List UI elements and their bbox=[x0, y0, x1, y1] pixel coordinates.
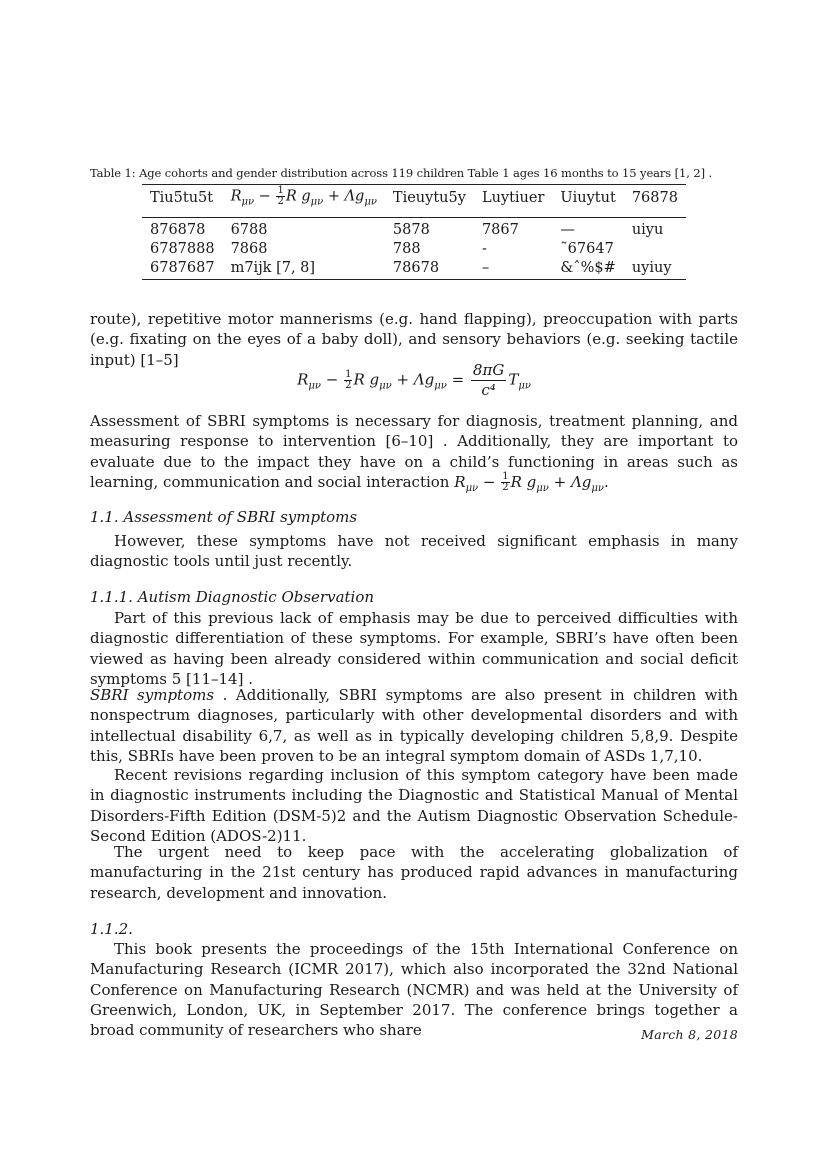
eq-rhs-num: 8πG bbox=[472, 361, 505, 379]
table-row bbox=[142, 240, 686, 259]
table-cell: 876878 bbox=[150, 222, 206, 239]
table-cell: ˜67647 bbox=[560, 241, 614, 258]
table-caption: Table 1: Age cohorts and gender distribution across 119 children Table 1 ages 16 months to 15 years [1, 2] . bbox=[90, 166, 713, 180]
eq-half-num: 1 bbox=[345, 369, 352, 380]
footer-date: March 8, 2018 bbox=[641, 1027, 738, 1042]
table-header-cell: Uiuytut bbox=[552, 185, 623, 218]
inline-math-R: R bbox=[454, 472, 466, 491]
table-cell bbox=[624, 240, 686, 259]
paragraph-8: This book presents the proceedings of the 15th International Conference on Manufacturing Research (ICMR 2017), which also incorporated the 32nd National Conference on Manufacturing Research (NCMR) and was held at the University of Greenwich, London, UK, in September 2017. The conference brings together a broad community of researchers who share bbox=[90, 940, 738, 1040]
eq-rhs-fraction bbox=[471, 361, 506, 400]
header-math-Rg: R g bbox=[285, 188, 311, 205]
paragraph-3: However, these symptoms have not received significant emphasis in many diagnostic tools until just recently. bbox=[90, 532, 738, 571]
header-math-minus: − bbox=[254, 188, 276, 205]
table-cell: m7ijk [7, 8] bbox=[223, 259, 385, 280]
table-header-row bbox=[142, 185, 686, 218]
table-row bbox=[142, 259, 686, 280]
eq-T: T bbox=[508, 370, 519, 389]
data-table bbox=[142, 184, 686, 280]
paragraph-5-lead: SBRI symptoms . bbox=[90, 686, 228, 704]
section-heading-1-1-2: 1.1.2. bbox=[90, 920, 133, 938]
table-cell: 5878 bbox=[392, 222, 430, 239]
table-row bbox=[142, 218, 686, 241]
table-cell: 788 bbox=[392, 241, 421, 258]
table-cell: – bbox=[474, 259, 552, 280]
table-header-cell: Luytiuer bbox=[474, 185, 552, 218]
inline-math-sub: μν bbox=[465, 482, 479, 494]
eq-equals: = bbox=[446, 370, 469, 389]
header-math-lambda: + Λg bbox=[323, 188, 365, 205]
table-cell: 78678 bbox=[385, 259, 474, 280]
header-half-num: 1 bbox=[277, 185, 284, 196]
inline-math-sub-2: μν bbox=[536, 482, 549, 494]
eq-rhs-den: c⁴ bbox=[481, 381, 496, 399]
table-cell: 7868 bbox=[230, 241, 268, 258]
paragraph-1: route), repetitive motor mannerisms (e.g. hand flapping), preoccupation with parts (e.g. fixating on the eyes of a baby doll), and sensory behaviors (e.g. seeking tactile input) [1–5] bbox=[90, 310, 738, 369]
table-header-math-cell bbox=[223, 185, 385, 218]
paragraph-2-end: . bbox=[604, 472, 609, 491]
table-cell: — bbox=[560, 222, 575, 239]
inline-math-Rg: R g bbox=[510, 472, 537, 491]
table-cell: uiyu bbox=[631, 222, 664, 239]
inline-half-den: 2 bbox=[502, 482, 509, 494]
table-cell: 6787888 bbox=[150, 241, 215, 258]
inline-math-lambda: + Λg bbox=[548, 472, 592, 491]
table-cell: &ˆ%$# bbox=[552, 259, 623, 280]
eq-sub-4: μν bbox=[518, 380, 531, 392]
table-cell: 7867 bbox=[481, 222, 519, 239]
inline-half-num: 1 bbox=[502, 471, 509, 483]
eq-half-den: 2 bbox=[345, 380, 352, 391]
table-header-cell: Tieuytu5y bbox=[385, 185, 474, 218]
paragraph-2-text: Assessment of SBRI symptoms is necessary for diagnosis, treatment planning, and measuring response to intervention [6–10] . Additionally, they are important to evaluate due to the impact they have on a child’s functioning in areas such as learning, communication and social interaction bbox=[90, 412, 738, 491]
header-math-R: R bbox=[230, 188, 242, 205]
paragraph-4: Part of this previous lack of emphasis may be due to perceived difficulties with diagnostic differentiation of these symptoms. For example, SBRI’s have often been viewed as having been already considered within communication and social deficit symptoms 5 [11–14] . bbox=[90, 609, 738, 688]
section-heading-1-1: 1.1. Assessment of SBRI symptoms bbox=[90, 508, 358, 526]
header-math-sub-3: μν bbox=[364, 196, 377, 208]
paragraph-5-text: Additionally, SBRI symptoms are also present in children with nonspectrum diagnoses, particularly with other developmental disorders and with intellectual disability 6,7, as well as in typically developing children 5,8,9. Despite this, SBRIs have been proven to be an integral symptom domain of ASDs 1,7,10. bbox=[90, 686, 738, 765]
section-heading-1-1-1: 1.1.1. Autism Diagnostic Observation bbox=[90, 588, 375, 606]
table-header-cell: 76878 bbox=[624, 185, 686, 218]
inline-math-half bbox=[501, 472, 509, 493]
paragraph-7: The urgent need to keep pace with the accelerating globalization of manufacturing in the 21st century has produced rapid advances in manufacturing research, development and innovation. bbox=[90, 843, 738, 902]
display-equation bbox=[90, 361, 738, 400]
eq-R: R bbox=[297, 370, 309, 389]
eq-sub-3: μν bbox=[434, 380, 447, 392]
table-cell: 6788 bbox=[230, 222, 268, 239]
eq-lambda: + Λg bbox=[391, 370, 435, 389]
eq-sub: μν bbox=[308, 380, 321, 392]
eq-Rg: R g bbox=[353, 370, 380, 389]
paragraph-2 bbox=[90, 411, 738, 499]
header-math-sub-2: μν bbox=[310, 196, 324, 208]
paragraph-5 bbox=[90, 685, 738, 766]
header-half-den: 2 bbox=[277, 196, 284, 207]
table-cell: uyiuy bbox=[624, 259, 686, 280]
eq-half bbox=[344, 370, 352, 391]
eq-minus: − bbox=[320, 370, 344, 389]
inline-math-minus: − bbox=[478, 472, 501, 491]
header-math-sub: μν bbox=[241, 196, 255, 208]
header-math-half bbox=[276, 186, 284, 207]
table-cell: - bbox=[481, 241, 487, 258]
table-cell: 6787687 bbox=[142, 259, 223, 280]
paragraph-6: Recent revisions regarding inclusion of this symptom category have been made in diagnostic instruments including the Diagnostic and Statistical Manual of Mental Disorders-Fifth Edition (DSM-5)2 and the Autism Diagnostic Observation Schedule-Second Edition (ADOS-2)11. bbox=[90, 766, 738, 845]
inline-math-sub-3: μν bbox=[591, 482, 604, 494]
table-header-cell: Tiu5tu5t bbox=[142, 185, 223, 218]
eq-sub-2: μν bbox=[379, 380, 392, 392]
